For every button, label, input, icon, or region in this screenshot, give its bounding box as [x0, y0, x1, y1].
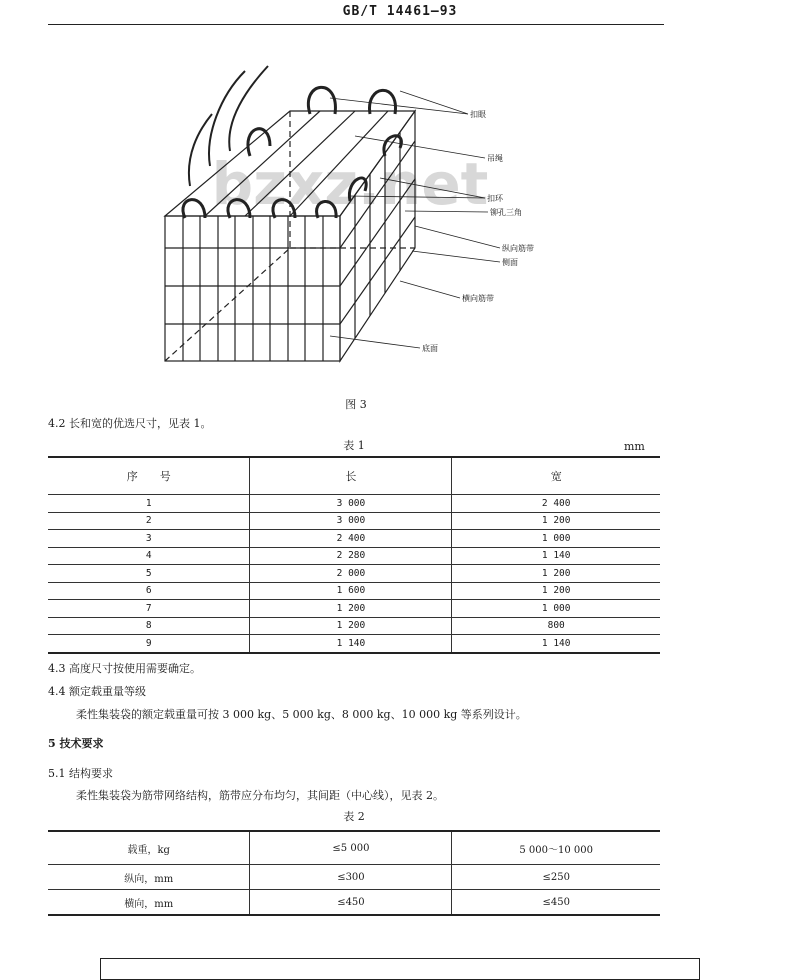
header-rule — [48, 24, 664, 25]
cell-width: 2 400 — [452, 495, 660, 513]
cell-length: 3 000 — [250, 495, 452, 513]
cell-width: 1 000 — [452, 530, 660, 548]
table-2 — [48, 830, 660, 916]
table1-title: 表 1 — [343, 439, 365, 452]
table-row — [48, 600, 660, 618]
label-longitudinal-strap: 纵向筋带 — [502, 244, 534, 253]
table-row — [48, 635, 660, 653]
section-5-1-title: 5.1 结构要求 — [48, 767, 113, 780]
cell-length: 2 000 — [250, 565, 452, 583]
cell-transverse-label: 横向，mm — [48, 890, 250, 916]
label-side-face: 侧面 — [502, 258, 518, 267]
cell-serial: 3 — [48, 530, 250, 548]
cell-width: 800 — [452, 617, 660, 635]
cell-width: 1 200 — [452, 565, 660, 583]
header-width: 宽 — [452, 457, 660, 495]
table-row — [48, 865, 660, 890]
cell-width: 1 200 — [452, 512, 660, 530]
table-header-row — [48, 457, 660, 495]
cell-serial: 1 — [48, 495, 250, 513]
bottom-frame — [100, 958, 700, 980]
header-length: 长 — [250, 457, 452, 495]
table-row — [48, 495, 660, 513]
table1-unit: mm — [624, 440, 645, 453]
figure-3-diagram — [150, 36, 570, 386]
label-rivet-triangle: 铆孔三角 — [490, 208, 522, 217]
section-4-4-title: 4.4 额定载重量等级 — [48, 685, 146, 698]
table-1 — [48, 456, 660, 654]
cell-serial: 7 — [48, 600, 250, 618]
watermark-text: bzxz.net — [211, 150, 489, 218]
cell-length: 2 280 — [250, 547, 452, 565]
cell-serial: 9 — [48, 635, 250, 653]
section-4-4-body: 柔性集装袋的额定载重量可按 3 000 kg、5 000 kg、8 000 kg、10 000 kg 等系列设计。 — [76, 708, 527, 721]
cell-width: 1 140 — [452, 547, 660, 565]
figure-caption: 图 3 — [345, 398, 367, 411]
cell-length: 2 400 — [250, 530, 452, 548]
cell-transverse-low: ≤450 — [250, 890, 452, 916]
section-5-title: 5 技术要求 — [48, 737, 104, 750]
cell-serial: 4 — [48, 547, 250, 565]
cell-serial: 6 — [48, 582, 250, 600]
table-row — [48, 582, 660, 600]
label-bottom-face: 底面 — [422, 344, 438, 353]
cell-width: 1 140 — [452, 635, 660, 653]
cell-longitudinal-low: ≤300 — [250, 865, 452, 890]
cell-transverse-high: ≤450 — [452, 890, 660, 916]
cell-load-high: 5 000～10 000 — [452, 831, 660, 865]
bulk-bag-drawing — [150, 36, 570, 386]
label-lifting-rope: 吊绳 — [487, 154, 503, 163]
cell-serial: 2 — [48, 512, 250, 530]
cell-load-label: 载重，kg — [48, 831, 250, 865]
table-row — [48, 530, 660, 548]
section-4-3: 4.3 高度尺寸按使用需要确定。 — [48, 662, 201, 675]
cell-length: 1 200 — [250, 617, 452, 635]
table-row — [48, 547, 660, 565]
cell-serial: 5 — [48, 565, 250, 583]
cell-width: 1 000 — [452, 600, 660, 618]
table-row — [48, 565, 660, 583]
table2-title: 表 2 — [343, 810, 365, 823]
label-eyelet: 扣眼 — [470, 110, 486, 119]
table-row — [48, 831, 660, 865]
section-4-2: 4.2 长和宽的优选尺寸，见表 1。 — [48, 417, 212, 430]
table-row — [48, 512, 660, 530]
cell-length: 1 600 — [250, 582, 452, 600]
cell-longitudinal-label: 纵向，mm — [48, 865, 250, 890]
label-transverse-strap: 横向筋带 — [462, 294, 494, 303]
cell-load-low: ≤5 000 — [250, 831, 452, 865]
section-5-1-body: 柔性集装袋为筋带网络结构，筋带应分布均匀，其间距（中心线），见表 2。 — [76, 789, 444, 802]
cell-width: 1 200 — [452, 582, 660, 600]
cell-length: 1 140 — [250, 635, 452, 653]
cell-serial: 8 — [48, 617, 250, 635]
header-serial: 序 号 — [48, 457, 250, 495]
table-row — [48, 617, 660, 635]
cell-length: 3 000 — [250, 512, 452, 530]
table-row — [48, 890, 660, 916]
standard-code: GB/T 14461—93 — [342, 4, 458, 19]
side-face — [340, 111, 415, 361]
cell-length: 1 200 — [250, 600, 452, 618]
label-ring: 扣环 — [487, 194, 503, 203]
cell-longitudinal-high: ≤250 — [452, 865, 660, 890]
